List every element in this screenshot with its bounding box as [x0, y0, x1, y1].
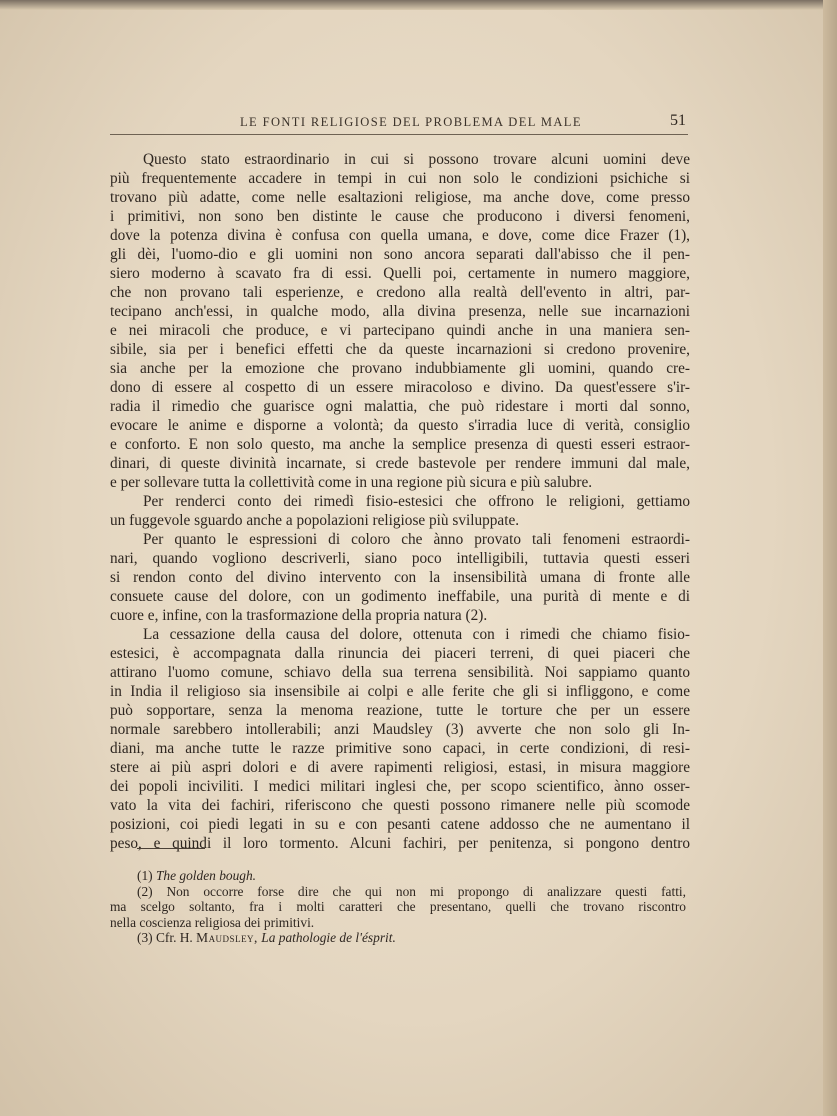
text-line: che non provano tali esperienze, e credono alla realtà dell'evento in altri, par-	[110, 284, 690, 301]
text-line: radia il rimedio che guarisce ogni malattia, che può ridestare i morti dal sonno,	[110, 398, 690, 415]
text-line: attirano l'uomo comune, schiavo della sua terrena sensibilità. Noi sappiamo quanto	[110, 664, 690, 681]
footnote-2-line: (2) Non occorre forse dire che qui non mi propongo di analizzare questi fatti,	[137, 883, 686, 899]
text-line: diani, ma anche tutte le razze primitive sono capaci, in certe condizioni, di resi-	[110, 740, 690, 757]
text-line: consuete cause del dolore, con un godimento ineffabile, una purità di mente e di	[110, 588, 690, 605]
text-line: nari, quando vogliono descriverli, siano poco intelligibili, tuttavia questi esseri	[110, 550, 690, 567]
text-line: e per sollevare tutta la collettività come in una regione più sicura e più salubre.	[110, 474, 593, 491]
text-line: e nei miracoli che produce, e vi partecipano quindi anche in una maniera sen-	[110, 322, 690, 339]
footnote-1	[110, 868, 686, 884]
text-line: dove la potenza divina è confusa con quella umana, e dove, come dice Frazer (1),	[110, 227, 690, 244]
footnote-2-line: nella coscienza religiosa dei primitivi.	[110, 914, 315, 930]
footnote-1-number: (1)	[137, 868, 153, 883]
footnote-3-prefix: (3) Cfr. H.	[137, 930, 193, 946]
page-top-edge	[0, 0, 837, 10]
text-line: siero moderno à scavato fra di essi. Quelli poi, certamente in numero maggiore,	[110, 265, 690, 282]
text-line: La cessazione della causa del dolore, ottenuta con i rimedi che chiamo fisio-	[143, 626, 690, 643]
text-line: estesici, è accompagnata dalla rinuncia dei piaceri terreni, di quei piaceri che	[110, 645, 690, 662]
text-line: più frequentemente accadere in tempi in cui non solo le condizioni psichiche si	[110, 170, 690, 187]
text-line: un fuggevole sguardo anche a popolazioni religiose più sviluppate.	[110, 512, 520, 529]
footnote-2	[110, 884, 686, 931]
body-text	[110, 150, 690, 853]
footnote-2-line: ma scelgo soltanto, fra i molti caratteri che presentano, quelli che trovano riscontro	[110, 899, 686, 915]
text-line: posizioni, coi piedi legati in su e con pesanti catene addosso che ne aumentano il	[110, 816, 690, 833]
text-line: in India il religioso sia insensibile ai colpi e alle ferite che gli si infliggono, e come	[110, 683, 690, 700]
text-line: dei popoli inciviliti. I medici militari inglesi che, per scopo scientifico, ànno osser-	[110, 778, 690, 795]
text-line: trovano più adatte, come nelle esaltazioni religiose, ma anche dove, come presso	[110, 189, 690, 206]
text-line: normale sarebbero intollerabili; anzi Maudsley (3) avverte che non solo gli In-	[110, 721, 690, 738]
text-line: e conforto. E non solo questo, ma anche la semplice presenza di questi esseri estraor-	[110, 436, 690, 453]
footnote-3	[110, 930, 686, 946]
text-line: Questo stato estraordinario in cui si possono trovare alcuni uomini deve	[143, 151, 690, 168]
text-line: stere ai più aspri dolori e di avere rapimenti religiosi, estasi, in misura maggiore	[110, 759, 690, 776]
text-line: Per renderci conto dei rimedì fisio-estesici che offrono le religioni, gettiamo	[143, 493, 690, 510]
running-head	[110, 114, 688, 135]
text-line: vato la vita dei fachiri, riferiscono che questi possono rimanere nelle più scomode	[110, 797, 690, 814]
page-number: 51	[670, 112, 686, 129]
footnote-3-title: La pathologie de l'ésprit.	[261, 930, 396, 946]
text-line: Per quanto le espressioni di coloro che ànno provato tali fenomeni estraordi-	[143, 531, 690, 548]
text-line: gli dèi, l'uomo-dio e gli uomini non sono ancora separati dall'abisso che il pen-	[110, 246, 690, 263]
text-line: cuore e, infine, con la trasformazione della propria natura (2).	[110, 607, 488, 624]
text-line: peso, e quindi il loro tormento. Alcuni fachiri, per penitenza, si pongono dentro	[110, 835, 690, 852]
text-line: si rendon conto del divino intervento con la insensibilità umana di fronte alle	[110, 569, 690, 586]
text-line: evocare le anime e disporne a volontà; da questo s'irradia luce di verità, consiglio	[110, 417, 690, 434]
text-line: dono di essere al cospetto di un essere miracoloso e divino. Da quest'essere s'ir-	[110, 379, 690, 396]
text-line: sibile, sia per i benefici effetti che da queste incarnazioni si credono provenire,	[110, 341, 690, 358]
footnote-3-author: Maudsley,	[196, 930, 258, 946]
footnotes	[110, 868, 686, 946]
text-line: tecipano anch'essi, in qualche modo, alla divina presenza, nelle sue incarnazioni	[110, 303, 690, 320]
text-line: sia anche per la emozione che provano indubbiamente gli uomini, quando cre-	[110, 360, 690, 377]
text-line: dinari, di queste divinità incarnate, si crede bastevole per rendere immuni dal male,	[110, 455, 690, 472]
footnote-separator	[137, 848, 205, 849]
page-right-edge	[823, 0, 837, 1116]
text-line: può sopportare, senza la menoma reazione, tutte le torture che per un essere	[110, 702, 690, 719]
footnote-1-title: The golden bough.	[155, 868, 257, 883]
text-line: i primitivi, non sono ben distinte le cause che producono i diversi fenomeni,	[110, 208, 690, 225]
running-head-title: LE FONTI RELIGIOSE DEL PROBLEMA DEL MALE	[240, 115, 582, 129]
